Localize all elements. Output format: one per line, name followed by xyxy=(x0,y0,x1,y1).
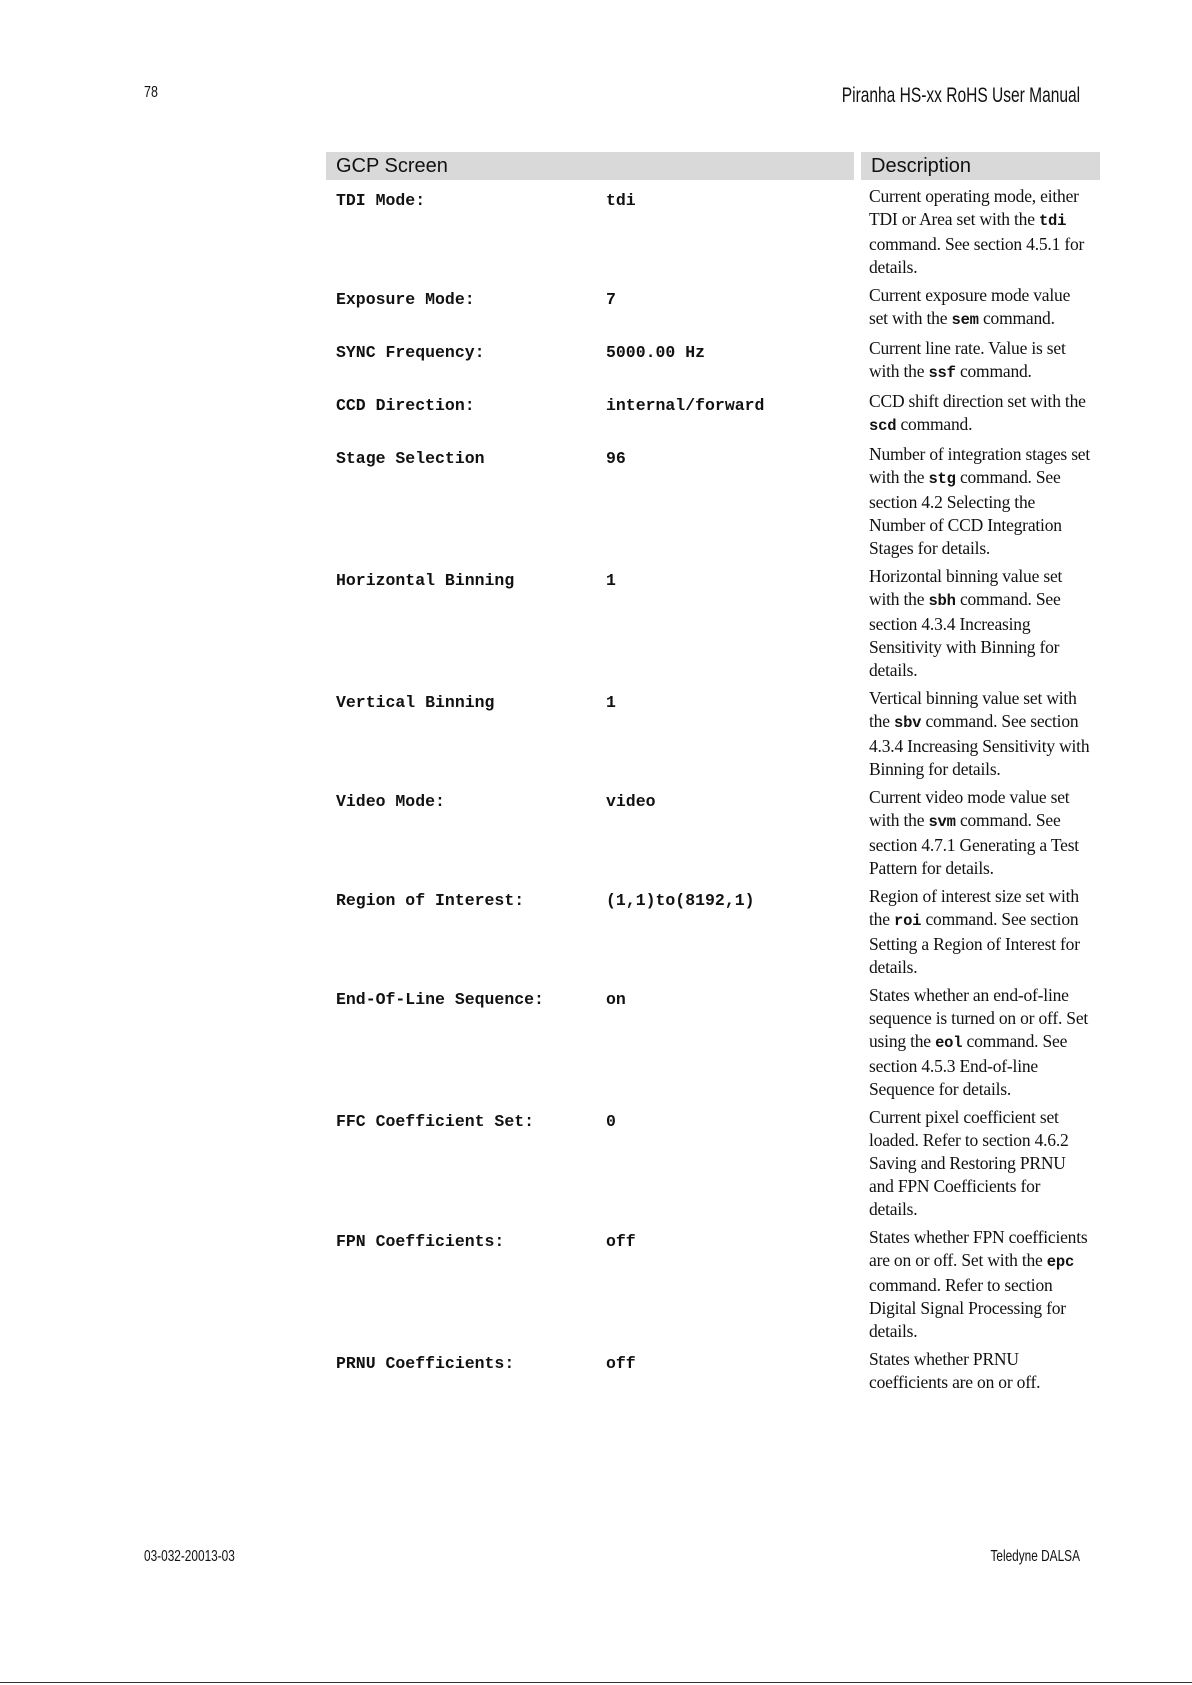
description-text: States whether PRNU coefficients are on or off. xyxy=(869,1349,1041,1392)
description-text: Current video mode value set with the xyxy=(869,787,1070,830)
table-body xyxy=(326,185,1100,1399)
gcp-description-table xyxy=(326,152,1100,1399)
parameter-label: Video Mode: xyxy=(336,792,445,811)
parameter-label: FPN Coefficients: xyxy=(336,1232,505,1251)
parameter-label: End-Of-Line Sequence: xyxy=(336,990,544,1009)
parameter-label: FFC Coefficient Set: xyxy=(336,1112,535,1131)
column-header-description: Description xyxy=(861,152,1100,180)
description-text: command. See section Setting a Region of Interest for details. xyxy=(869,909,1080,977)
description-text: Region of interest size set with the xyxy=(869,886,1079,929)
command-code: sbv xyxy=(893,714,922,732)
parameter-label: Region of Interest: xyxy=(336,891,525,910)
parameter-description xyxy=(861,443,1091,565)
parameter-value: 0 xyxy=(606,1112,616,1131)
parameter-value: video xyxy=(606,792,656,811)
description-text: command. See section 4.7.1 Generating a Test Pattern for details. xyxy=(869,810,1079,878)
table-row xyxy=(326,885,1100,984)
parameter-label: TDI Mode: xyxy=(336,191,426,210)
description-text: States whether an end-of-line sequence is turned on or off. Set using the xyxy=(869,985,1089,1051)
table-row xyxy=(326,443,1100,565)
description-text: Horizontal binning value set with the xyxy=(869,566,1063,609)
parameter-value: (1,1)to(8192,1) xyxy=(606,891,755,910)
description-text: Vertical binning value set with the xyxy=(869,688,1077,731)
description-text: CCD shift direction set with the xyxy=(869,391,1086,411)
parameter-value: off xyxy=(606,1232,636,1251)
parameter-value: 5000.00 Hz xyxy=(606,343,706,362)
description-text: Current line rate. Value is set with the xyxy=(869,338,1066,381)
company-name: Teledyne DALSA xyxy=(990,1548,1080,1565)
parameter-label: Horizontal Binning xyxy=(336,571,515,590)
description-text: Current exposure mode value set with the xyxy=(869,285,1071,328)
parameter-value: on xyxy=(606,990,626,1009)
parameter-description xyxy=(861,984,1091,1106)
parameter-label: CCD Direction: xyxy=(336,396,475,415)
description-text: command. xyxy=(896,414,973,434)
description-text: Current operating mode, either TDI or Area set with the xyxy=(869,186,1079,229)
parameter-value: 1 xyxy=(606,693,616,712)
parameter-label: Vertical Binning xyxy=(336,693,495,712)
parameter-description xyxy=(861,1226,1091,1348)
description-text: command. xyxy=(955,361,1032,381)
parameter-label: SYNC Frequency: xyxy=(336,343,485,362)
command-code: svm xyxy=(928,813,956,831)
parameter-description xyxy=(861,565,1091,687)
document-number: 03-032-20013-03 xyxy=(144,1548,235,1565)
table-row xyxy=(326,1348,1100,1399)
table-row xyxy=(326,337,1100,390)
command-code: eol xyxy=(935,1034,963,1052)
parameter-label: Exposure Mode: xyxy=(336,290,475,309)
command-code: sem xyxy=(951,311,979,329)
parameter-label: PRNU Coefficients: xyxy=(336,1354,515,1373)
description-text: command. See section 4.5.1 for details. xyxy=(869,234,1085,277)
description-text: command. See section 4.3.4 Increasing Sensitivity with Binning for details. xyxy=(869,711,1090,779)
table-header xyxy=(326,152,1100,180)
description-text: States whether FPN coefficients are on or off. Set with the xyxy=(869,1227,1088,1270)
parameter-value: tdi xyxy=(606,191,636,210)
command-code: roi xyxy=(893,912,922,930)
parameter-description xyxy=(861,786,1091,885)
page-number: 78 xyxy=(144,84,158,101)
description-text: command. See section 4.3.4 Increasing Sensitivity with Binning for details. xyxy=(869,589,1061,680)
command-code: ssf xyxy=(928,364,956,382)
parameter-value: 1 xyxy=(606,571,616,590)
parameter-value: internal/forward xyxy=(606,396,765,415)
table-row xyxy=(326,565,1100,687)
table-row xyxy=(326,185,1100,284)
parameter-description xyxy=(861,337,1091,390)
description-text: command. xyxy=(978,308,1055,328)
parameter-value: off xyxy=(606,1354,636,1373)
parameter-description xyxy=(861,1348,1091,1399)
parameter-value: 7 xyxy=(606,290,616,309)
parameter-description xyxy=(861,390,1091,443)
table-row xyxy=(326,1226,1100,1348)
command-code: tdi xyxy=(1038,212,1067,230)
table-row xyxy=(326,687,1100,786)
parameter-description xyxy=(861,284,1091,337)
parameter-description xyxy=(861,885,1091,984)
description-text: command. See section 4.2 Selecting the Number of CCD Integration Stages for details. xyxy=(869,467,1062,558)
parameter-description xyxy=(861,1106,1091,1226)
table-row xyxy=(326,390,1100,443)
column-header-gcp-screen: GCP Screen xyxy=(326,152,854,180)
command-code: stg xyxy=(928,470,956,488)
command-code: sbh xyxy=(928,592,956,610)
description-text: Number of integration stages set with the xyxy=(869,444,1091,487)
parameter-value: 96 xyxy=(606,449,626,468)
description-text: command. See section 4.5.3 End-of-line Sequence for details. xyxy=(869,1031,1068,1099)
command-code: epc xyxy=(1046,1253,1075,1271)
table-row xyxy=(326,786,1100,885)
table-row xyxy=(326,984,1100,1106)
table-row xyxy=(326,284,1100,337)
command-code: scd xyxy=(869,417,897,435)
bottom-rule xyxy=(0,1682,1192,1683)
running-title: Piranha HS-xx RoHS User Manual xyxy=(841,84,1080,107)
parameter-description xyxy=(861,185,1091,284)
parameter-description xyxy=(861,687,1091,786)
description-text: command. Refer to section Digital Signal Processing for details. xyxy=(869,1275,1066,1341)
parameter-label: Stage Selection xyxy=(336,449,485,468)
table-row xyxy=(326,1106,1100,1226)
description-text: Current pixel coefficient set loaded. Refer to section 4.6.2 Saving and Restoring PRNU and FPN Coefficients for details. xyxy=(869,1107,1069,1219)
